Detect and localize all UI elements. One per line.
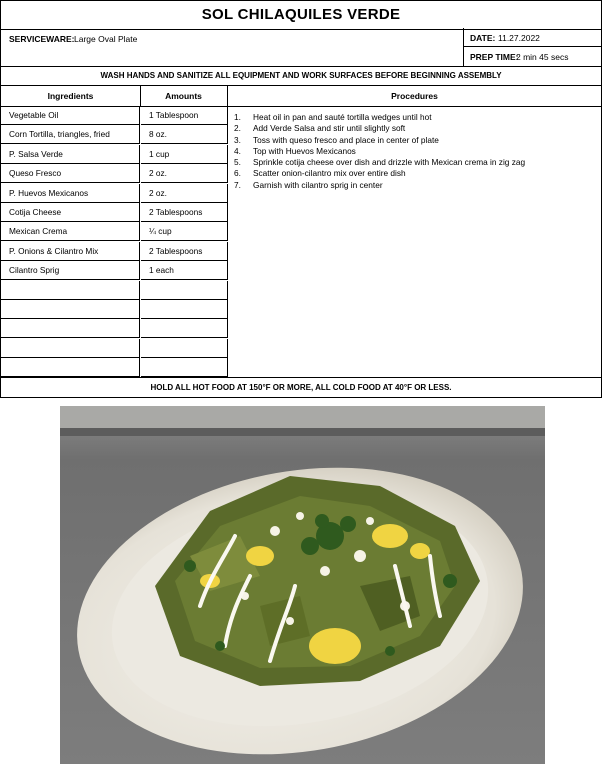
ingredient-amount: 2 Tablespoons — [141, 242, 228, 261]
info-row — [0, 28, 602, 67]
ingredient-amount: 2 oz. — [141, 164, 228, 183]
ingredient-amount: ¼ cup — [141, 222, 228, 241]
ingredient-name: P. Huevos Mexicanos — [1, 184, 140, 203]
procedure-number: 4. — [234, 145, 241, 156]
ingredient-name: P. Onions & Cilantro Mix — [1, 242, 140, 261]
ingredient-amount: 1 Tablespoon — [141, 106, 228, 125]
ingredient-amount: 1 each — [141, 261, 228, 280]
ingredient-name: Cilantro Sprig — [1, 261, 140, 280]
ingredient-name: P. Salsa Verde — [1, 145, 140, 164]
procedure-number: 3. — [234, 134, 241, 145]
prep-time-cell — [464, 47, 601, 66]
ingredient-amount — [141, 281, 228, 300]
ingredient-name: Cotija Cheese — [1, 203, 140, 222]
procedure-number: 2. — [234, 123, 241, 134]
procedure-number: 6. — [234, 168, 241, 179]
ingredient-name — [1, 281, 140, 300]
ingredient-amount: 8 oz. — [141, 125, 228, 144]
procedure-step — [234, 157, 525, 168]
ingredient-amount — [141, 319, 228, 338]
procedure-text: Add Verde Salsa and stir until slightly soft — [253, 123, 406, 134]
ingredient-name: Corn Tortilla, triangles, fried — [1, 125, 140, 144]
procedure-step — [234, 168, 525, 179]
ingredient-amount: 2 oz. — [141, 184, 228, 203]
ingredient-amount: 1 cup — [141, 145, 228, 164]
procedure-step — [234, 135, 525, 146]
ingredients-header: Ingredients — [0, 86, 141, 107]
wash-notice: WASH HANDS AND SANITIZE ALL EQUIPMENT AND WORK SURFACES BEFORE BEGINNING ASSEMBLY — [0, 66, 602, 86]
hold-notice: HOLD ALL HOT FOOD AT 150°F OR MORE, ALL COLD FOOD AT 40°F OR LESS. — [0, 377, 602, 398]
chilaquiles-plate-photo — [60, 406, 545, 764]
prep-time-label: PREP TIME: — [470, 52, 519, 62]
procedure-step — [234, 112, 525, 123]
procedure-text: Scatter onion-cilantro mix over entire dish — [253, 168, 406, 179]
procedure-text: Sprinkle cotija cheese over dish and drizzle with Mexican crema in zig zag — [253, 157, 526, 168]
amounts-header: Amounts — [140, 86, 228, 107]
procedure-step — [234, 123, 525, 134]
procedure-text: Toss with queso fresco and place in center of plate — [253, 134, 439, 145]
ingredient-amount — [141, 358, 228, 377]
procedures-header: Procedures — [228, 86, 602, 107]
ingredient-name: Queso Fresco — [1, 164, 140, 183]
procedure-text: Garnish with cilantro sprig in center — [253, 179, 383, 190]
procedure-number: 7. — [234, 179, 241, 190]
procedure-number: 5. — [234, 157, 241, 168]
procedure-text: Top with Huevos Mexicanos — [253, 145, 356, 156]
procedure-text: Heat oil in pan and sauté tortilla wedges until hot — [253, 112, 432, 122]
date-value: 11.27.2022 — [498, 33, 540, 43]
procedure-number: 1. — [234, 112, 241, 122]
ingredient-name — [1, 319, 140, 338]
ingredient-name — [1, 358, 140, 377]
prep-time-value: 2 min 45 secs — [516, 52, 569, 62]
date-label: DATE: — [470, 33, 496, 43]
ingredient-name: Mexican Crema — [1, 222, 140, 241]
serviceware-value: Large Oval Plate — [74, 34, 138, 44]
procedure-step — [234, 180, 525, 191]
dish-photo — [60, 406, 545, 764]
procedures-list — [234, 112, 525, 191]
serviceware-cell — [1, 28, 464, 66]
ingredient-name: Vegetable Oil — [1, 106, 140, 125]
date-cell — [464, 28, 601, 47]
ingredient-amount — [141, 339, 228, 358]
serviceware-label: SERVICEWARE: — [9, 34, 75, 44]
recipe-title: SOL CHILAQUILES VERDE — [0, 0, 602, 30]
ingredient-name — [1, 339, 140, 358]
procedure-step — [234, 146, 525, 157]
ingredient-name — [1, 300, 140, 319]
ingredient-amount: 2 Tablespoons — [141, 203, 228, 222]
ingredient-amount — [141, 300, 228, 319]
